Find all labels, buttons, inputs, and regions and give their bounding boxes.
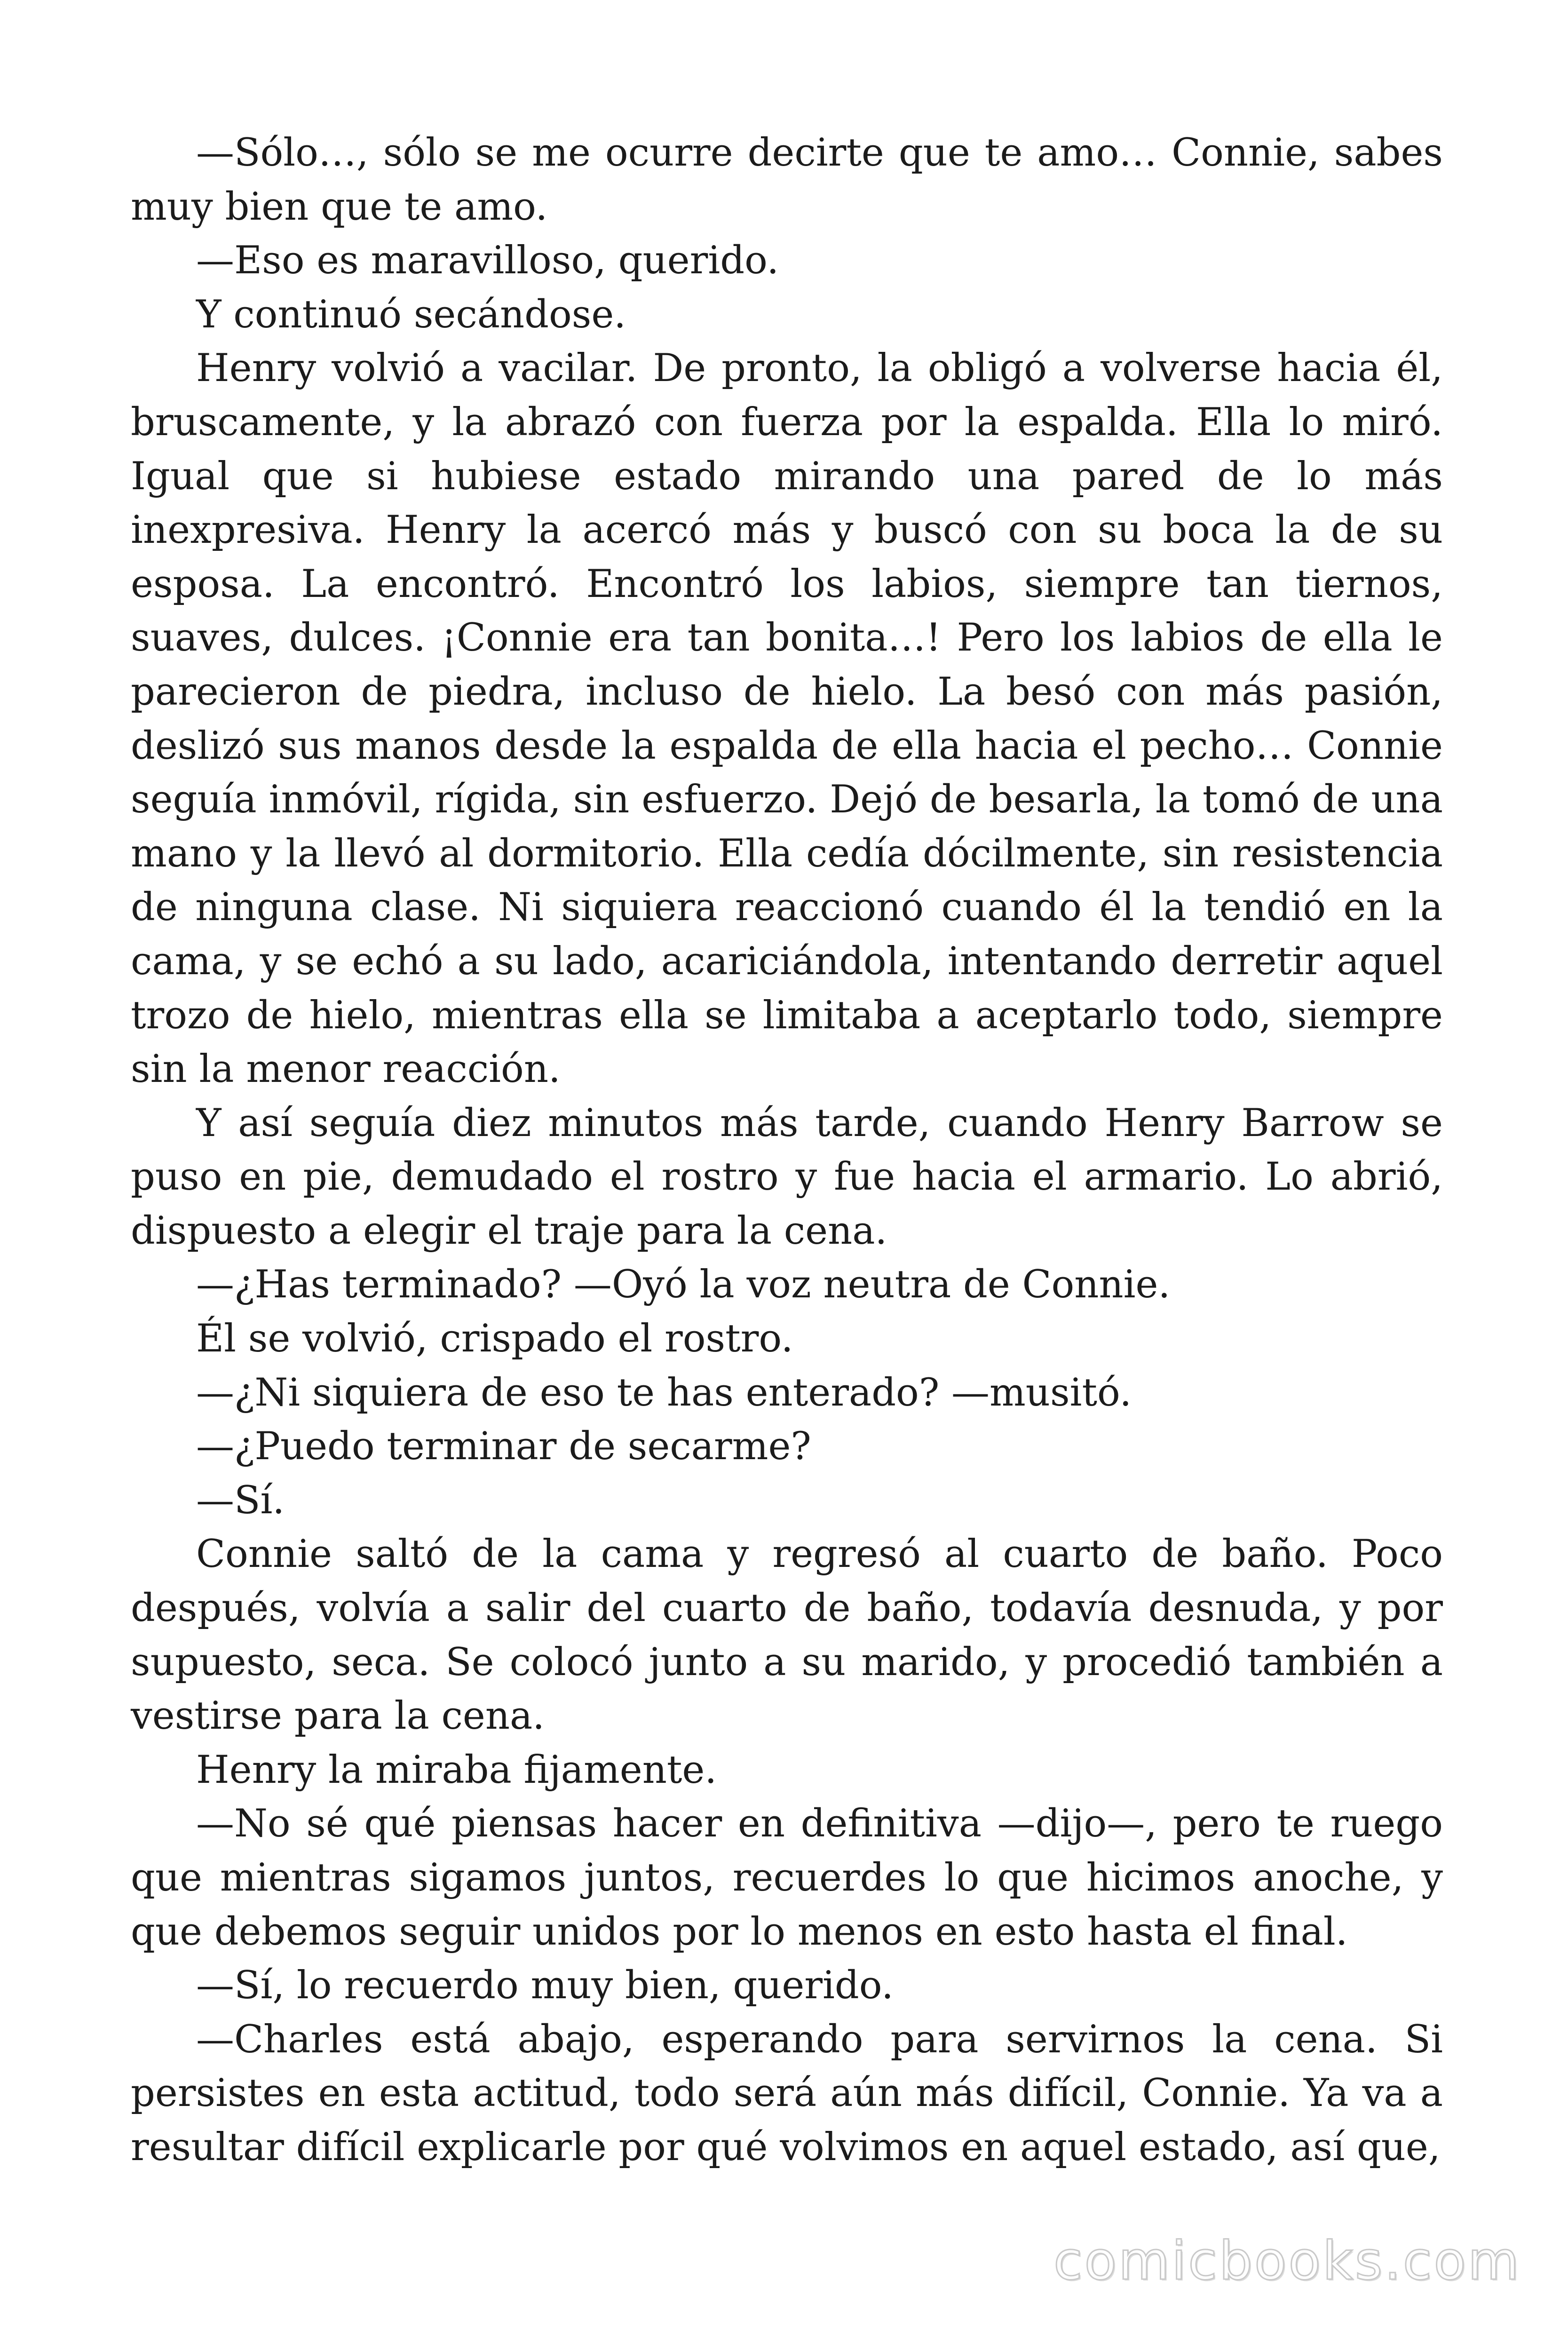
paragraph: Él se volvió, crispado el rostro. bbox=[196, 1317, 793, 1361]
paragraph: —Sólo…, sólo se me ocurre decirte que te amo… Connie, sabes muy bien que te amo. bbox=[131, 131, 1443, 229]
paragraph: —Eso es maravilloso, querido. bbox=[196, 238, 779, 283]
paragraph: —¿Puedo terminar de secarme? bbox=[196, 1424, 811, 1469]
paragraph: —Sí, lo recuerdo muy bien, querido. bbox=[196, 1963, 894, 2008]
watermark: comicbooks.com bbox=[1053, 2231, 1521, 2292]
paragraph: Henry volvió a vacilar. De pronto, la obligó a volverse hacia él, bruscamente, y la abrazó con fuerza por la espalda. Ella lo miró. Igual que si hubiese estado mirando una pared de lo más inexpresiva. Henry la acercó más y buscó con su boca la de su esposa. La encontró. Encontró los labios, siempre tan tiernos, suaves, dulces. ¡Connie era tan bonita…! Pero los labios de ella le parecieron de piedra, incluso de hielo. La besó con más pasión, deslizó sus manos desde la espalda de ella hacia el pecho… Connie seguía inmóvil, rígida, sin esfuerzo. Dejó de besarla, la tomó de una mano y la llevó al dormitorio. Ella cedía dócilmente, sin resistencia de ninguna clase. Ni siquiera reaccionó cuando él la tendió en la cama, y se echó a su lado, acariciándola, intentando derretir aquel trozo de hielo, mientras ella se limitaba a aceptarlo todo, siempre sin la menor reacción. bbox=[131, 346, 1443, 1092]
paragraph: —Sí. bbox=[196, 1478, 285, 1523]
paragraph: Connie saltó de la cama y regresó al cuarto de baño. Poco después, volvía a salir del cuarto de baño, todavía desnuda, y por supuesto, seca. Se colocó junto a su marido, y procedió también a vestirse para la cena. bbox=[131, 1532, 1443, 1739]
paragraph: —No sé qué piensas hacer en definitiva —dijo—, pero te ruego que mientras sigamos juntos, recuerdes lo que hicimos anoche, y que debemos seguir unidos por lo menos en esto hasta el final. bbox=[131, 1802, 1443, 1954]
paragraph: —¿Has terminado? —Oyó la voz neutra de Connie. bbox=[196, 1263, 1171, 1307]
paragraph: Y continuó secándose. bbox=[196, 292, 626, 337]
paragraph: Henry la miraba fijamente. bbox=[196, 1748, 717, 1792]
paragraph: Y así seguía diez minutos más tarde, cuando Henry Barrow se puso en pie, demudado el rostro y fue hacia el armario. Lo abrió, dispuesto a elegir el traje para la cena. bbox=[131, 1101, 1443, 1253]
paragraph: —¿Ni siquiera de eso te has enterado? —musitó. bbox=[196, 1370, 1132, 1415]
paragraph: —Charles está abajo, esperando para servirnos la cena. Si persistes en esta actitud, todo será aún más difícil, Connie. Ya va a resultar difícil explicarle por qué volvimos en aquel estado, así que, bbox=[131, 2017, 1443, 2169]
page-text bbox=[131, 126, 1443, 2175]
